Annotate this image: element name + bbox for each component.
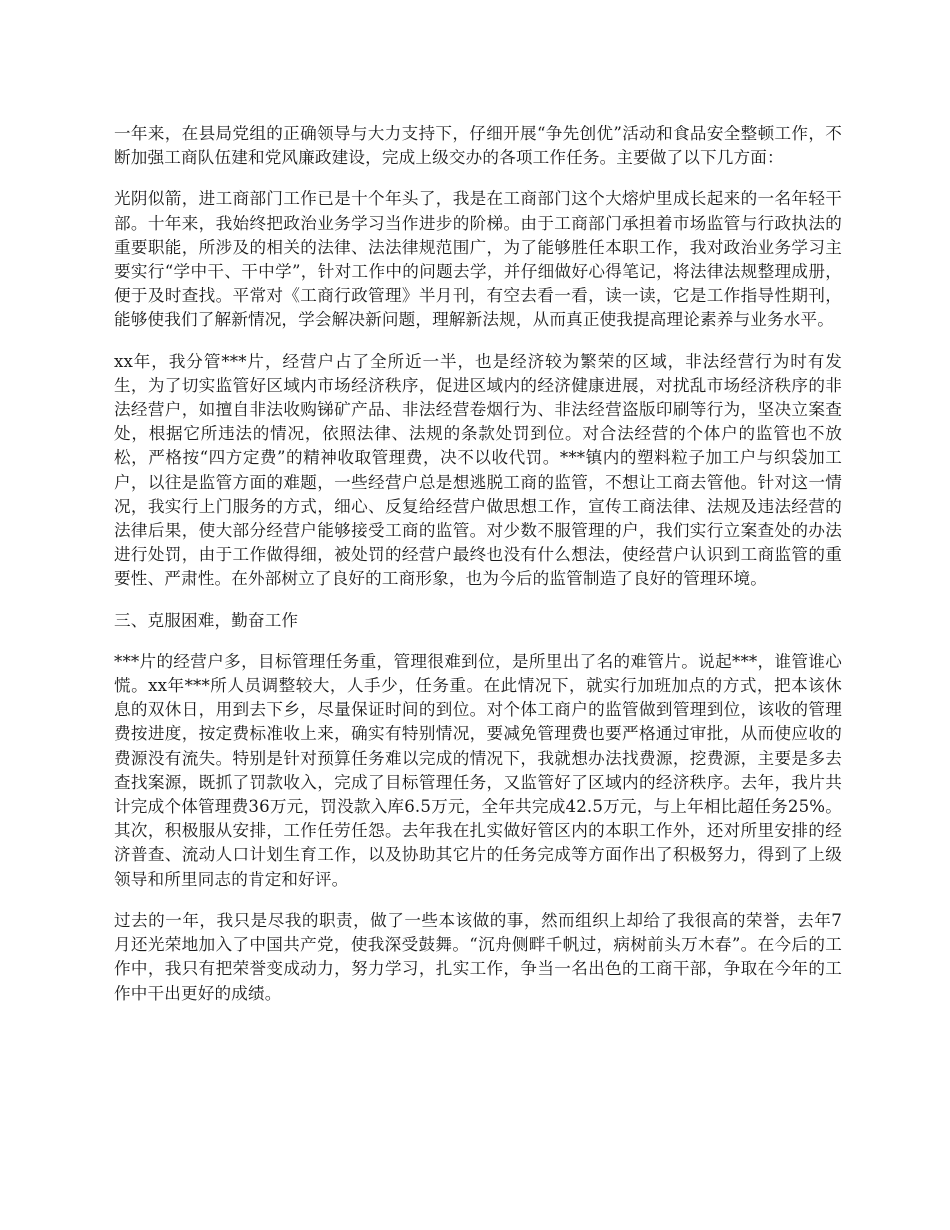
hard-work-paragraph: ***片的经营户多，目标管理任务重，管理很难到位，是所里出了名的难管片。说起***，谁管谁心慌。xx年***所人员调整较大，人手少，任务重。在此情况下，就实行加班加点的方式，把本该休息的双休日，用到去下乡，尽量保证时间的到位。对个体工商户的监管做到管理到位，该收的管理费按进度，按定费标准收上来，确实有特别情况，要减免管理费也要严格通过审批，从而使应收的费源没有流失。特别是针对预算任务难以完成的情况下，我就想办法找费源，挖费源，主要是多去查找案源，既抓了罚款收入，完成了目标管理任务，又监管好了区域内的经济秩序。去年，我片共计完成个体管理费36万元，罚没款入库6.5万元，全年共完成42.5万元，与上年相比超任务25%。其次，积极服从安排，工作任劳任怨。去年我在扎实做好管区内的本职工作外，还对所里安排的经济普查、流动人口计划生育工作，以及协助其它片的任务完成等方面作出了积极努力，得到了上级领导和所里同志的肯定和好评。 (114, 651, 842, 889)
section-heading: 三、克服困难，勤奋工作 (114, 610, 299, 630)
study-paragraph: 光阴似箭，进工商部门工作已是十个年头了，我是在工商部门这个大熔炉里成长起来的一名年轻干部。十年来，我始终把政治业务学习当作进步的阶梯。由于工商部门承担着市场监管与行政执法的重要职能，所涉及的相关的法律、法法律规范围广，为了能够胜任本职工作，我对政治业务学习主要实行“学中干、干中学”，针对工作中的问题去学，并仔细做好心得笔记，将法律法规整理成册，便于及时查找。平常对《工商行政管理》半月刊，有空去看一看，读一读，它是工作指导性期刊，能够使我们了解新情况，学会解决新问题，理解新法规，从而真正使我提高理论素养与业务水平。 (114, 189, 842, 330)
closing-paragraph: 过去的一年，我只是尽我的职责，做了一些本该做的事，然而组织上却给了我很高的荣誉，去年7月还光荣地加入了中国共产党，使我深受鼓舞。“沉舟侧畔千帆过，病树前头万木春”。在今后的工作中，我只有把荣誉变成动力，努力学习，扎实工作，争当一名出色的工商干部，争取在今年的工作中干出更好的成绩。 (114, 910, 842, 1003)
intro-paragraph: 一年来，在县局党组的正确领导与大力支持下，仔细开展“争先创优”活动和食品安全整顿工作，不断加强工商队伍建和党风廉政建设，完成上级交办的各项工作任务。主要做了以下几方面： (114, 124, 842, 168)
supervision-paragraph: xx年，我分管***片，经营户占了全所近一半，也是经济较为繁荣的区域，非法经营行为时有发生，为了切实监管好区域内市场经济秩序，促进区域内的经济健康进展，对扰乱市场经济秩序的非法经营户，如擅自非法收购锑矿产品、非法经营卷烟行为、非法经营盗版印刷等行为，坚决立案查处，根据它所违法的情况，依照法律、法规的条款处罚到位。对合法经营的个体户的监管也不放松，严格按“四方定费”的精神收取管理费，决不以收代罚。***镇内的塑料粒子加工户与织袋加工户，以往是监管方面的难题，一些经营户总是想逃脱工商的监管，不想让工商去管他。针对这一情况，我实行上门服务的方式，细心、反复给经营户做思想工作，宣传工商法律、法规及违法经营的法律后果，使大部分经营户能够接受工商的监管。对少数不服管理的户，我们实行立案查处的办法进行处罚，由于工作做得细，被处罚的经营户最终也没有什么想法，使经营户认识到工商监管的重要性、严肃性。在外部树立了良好的工商形象，也为今后的监管制造了良好的管理环境。 (114, 351, 842, 589)
document-body (114, 122, 842, 1023)
